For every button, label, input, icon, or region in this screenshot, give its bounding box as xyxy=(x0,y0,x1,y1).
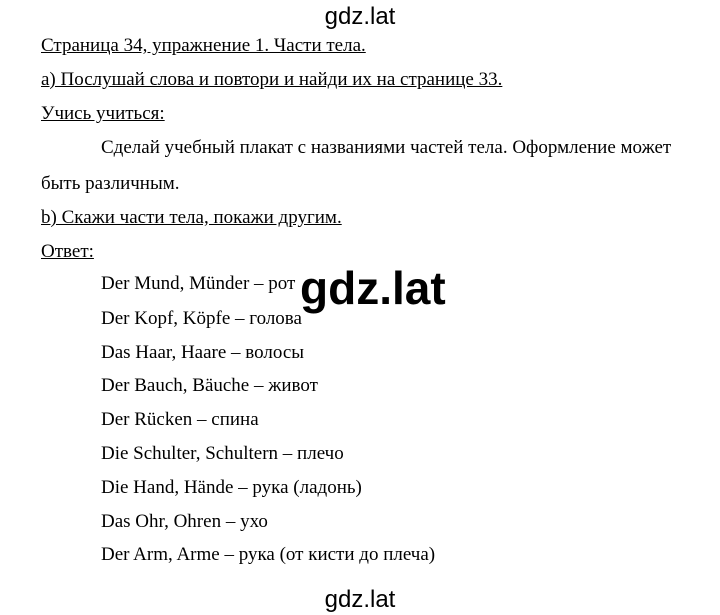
watermark-bottom: gdz.lat xyxy=(324,586,396,613)
answer-item: Die Hand, Hände – рука (ладонь) xyxy=(101,477,362,498)
answer-item: Der Mund, Münder – рот xyxy=(101,273,296,294)
answer-item: Die Schulter, Schultern – плечо xyxy=(101,443,344,464)
answer-item: Der Bauch, Bäuche – живот xyxy=(101,375,318,396)
learn-text-line1: Сделай учебный плакат с названиями частей тела. Оформление может xyxy=(101,137,672,158)
learn-text-line2: быть различным. xyxy=(41,173,180,194)
watermark-center: gdz.lat xyxy=(300,262,446,314)
answer-item: Das Ohr, Ohren – ухо xyxy=(101,511,268,532)
watermark-top: gdz.lat xyxy=(324,3,396,30)
task-b: b) Скажи части тела, покажи другим. xyxy=(41,207,342,228)
answer-item: Der Kopf, Köpfe – голова xyxy=(101,308,302,329)
page-heading: Страница 34, упражнение 1. Части тела. xyxy=(41,35,366,56)
answer-heading: Ответ: xyxy=(41,241,94,262)
answer-item: Der Arm, Arme – рука (от кисти до плеча) xyxy=(101,544,436,565)
task-a: а) Послушай слова и повтори и найди их на странице 33. xyxy=(41,69,503,90)
learn-heading: Учись учиться: xyxy=(41,103,165,124)
answer-item: Das Haar, Haare – волосы xyxy=(101,342,305,363)
answer-item: Der Rücken – спина xyxy=(101,409,259,430)
